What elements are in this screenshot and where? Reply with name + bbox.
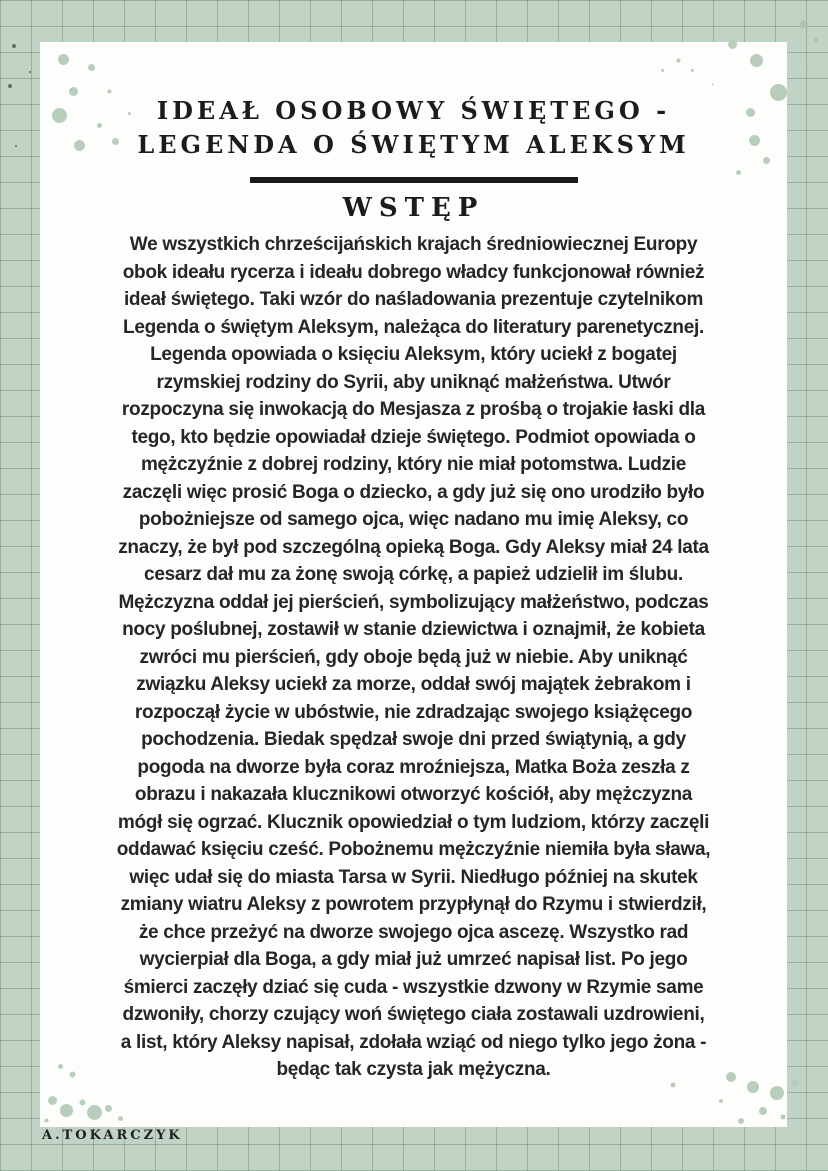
- text-line: We wszystkich chrześcijańskich krajach średniowiecznej Europy: [129, 234, 698, 255]
- text-line: nocy poślubnej, zostawił w stanie dziewictwa i oznajmił, że kobieta: [122, 619, 705, 640]
- text-line: rozpoczyna się inwokacją do Mesjasza z prośbą o trojakie łaski dla: [121, 399, 706, 420]
- section-heading: WSTĘP: [342, 193, 485, 223]
- paint-splatter-right-border: [800, 20, 808, 28]
- text-line: więc udał się do miasta Tarsa w Syrii. Niedługo później na skutek: [129, 866, 698, 888]
- text-line: zmiany wiatru Aleksy z powrotem przypłynął do Rzymu i stwierdził,: [120, 894, 707, 915]
- text-line: Legenda o świętym Aleksym, należąca do literatury parenetycznej.: [123, 316, 704, 338]
- text-line: mężczyźnie z dobrej rodziny, który nie miał potomstwa. Ludzie: [140, 454, 687, 475]
- page-title: [60, 94, 767, 162]
- text-line: znaczy, że był pod szczególną opieką Boga. Gdy Aleksy miał 24 lata: [118, 536, 709, 558]
- text-line: obrazu i nakazała klucznikowi otworzyć kościół, aby mężczyzna: [134, 784, 693, 805]
- text-line: wycierpiał dla Boga, a gdy miał już umrzeć napisał list. Po jego: [139, 949, 688, 970]
- text-line: tego, kto będzie opowiadał dzieje świętego. Podmiot opowiada o: [131, 426, 696, 448]
- text-line: pogoda na dworze była coraz mroźniejsza, Matka Boża zeszła z: [137, 756, 690, 778]
- text-line: pobożniejsze od samego ojca, więc nadano mu imię Aleksy, co: [138, 509, 689, 530]
- page-title-line2: LEGENDA O ŚWIĘTYM ALEKSYM: [137, 130, 690, 159]
- text-line: Mężczyzna oddał jej pierścień, symbolizujący małżeństwo, podczas: [118, 591, 709, 613]
- text-line: dzwoniły, chorzy czujący woń świętego ciała zostawali uzdrowieni,: [122, 1004, 705, 1025]
- paint-splatter-top-left: [58, 54, 69, 65]
- title-divider: [250, 177, 578, 183]
- text-line: obok ideału rycerza i ideału dobrego władcy funkcjonował również: [122, 261, 705, 283]
- text-line: będąc tak czysta jak mężyczna.: [276, 1059, 551, 1080]
- text-line: Legenda opowiada o księciu Aleksym, który uciekł z bogatej: [150, 344, 677, 365]
- text-line: cesarz dał mu za żonę swoją córkę, a papież udzielił im ślubu.: [144, 564, 683, 585]
- text-line: mógł się ogrzać. Klucznik opowiedział o tym ludziom, którzy zaczęli: [117, 811, 710, 833]
- text-line: związku Aleksy uciekł za morze, oddał swój majątek żebrakom i: [136, 674, 691, 695]
- text-line: śmierci zaczęły dziać się cuda - wszystkie dzwony w Rzymie same: [123, 976, 704, 998]
- text-line: zaczęli więc prosić Boga o dziecko, a gdy już się ono urodziło było: [122, 481, 705, 503]
- text-line: rozpoczął życie w ubóstwie, nie zdradzając swojego książęcego: [134, 701, 693, 723]
- intro-paragraph: [62, 231, 765, 1084]
- paint-splatter-bottom-right: [726, 1072, 736, 1082]
- ink-specks-decoration: [12, 44, 16, 48]
- author-signature: A.TOKARCZYK: [42, 1128, 183, 1143]
- text-line: zwróci mu pierścień, gdy oboje będą już w niebie. Aby uniknąć: [139, 646, 688, 668]
- text-line: pochodzenia. Biedak spędzał swoje dni przed świątynią, a gdy: [141, 729, 686, 750]
- text-line: oddawać księciu cześć. Pobożnemu mężczyźnie niemiła była sława,: [116, 839, 711, 860]
- text-line: ideał świętego. Taki wzór do naśladowania prezentuje czytelnikom: [123, 289, 704, 310]
- paint-splatter-top-right: [728, 40, 737, 49]
- text-line: a list, który Aleksy napisał, zdołała wziąć od niego tylko jego żona -: [120, 1031, 707, 1053]
- page-title-line1: IDEAŁ OSOBOWY ŚWIĘTEGO -: [156, 96, 671, 125]
- paint-splatter-bottom-left: [48, 1096, 57, 1105]
- text-line: że chce przeżyć na dworze swojego ojca ascezę. Wszystko rad: [138, 921, 689, 943]
- paper-sheet: [40, 42, 787, 1127]
- text-line: rzymskiej rodziny do Syrii, aby uniknąć małżeństwa. Utwór: [156, 371, 671, 393]
